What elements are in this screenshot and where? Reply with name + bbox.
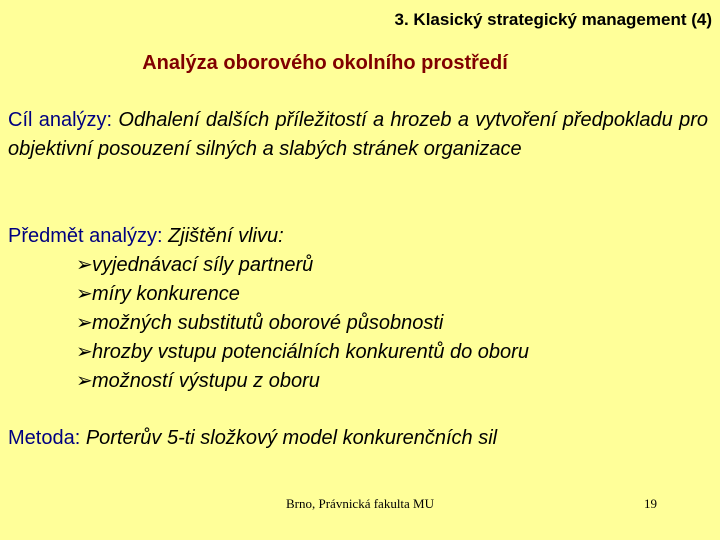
subject-label: Předmět analýzy: — [8, 225, 163, 247]
slide-footer: Brno, Právnická fakulta MU — [285, 496, 435, 511]
method-text: Porterův 5-ti složkový model konkurenčních sil — [85, 427, 498, 449]
arrow-bullet-icon: ➢ — [76, 283, 93, 305]
subject-intro: Zjištění vlivu: — [168, 225, 284, 247]
arrow-bullet-icon: ➢ — [76, 370, 93, 392]
list-item: ➢možných substitutů oborové působnosti — [8, 309, 708, 338]
arrow-bullet-icon: ➢ — [76, 254, 93, 276]
goal-text: Odhalení dalších příležitostí a hrozeb a vytvoření předpokladu pro objektivní posouzení silných a slabých stránek organizace — [8, 109, 708, 160]
subject-list — [8, 251, 708, 396]
subject-paragraph — [8, 222, 708, 396]
slide-subtitle: Analýza oborového okolního prostředí — [142, 52, 508, 74]
arrow-bullet-icon: ➢ — [76, 341, 93, 363]
method-paragraph — [8, 424, 708, 453]
list-item: ➢hrozby vstupu potenciálních konkurentů do oboru — [8, 338, 708, 367]
list-item: ➢možností výstupu z oboru — [8, 367, 708, 396]
list-item: ➢míry konkurence — [8, 280, 708, 309]
slide-header-title: 3. Klasický strategický management (4) — [394, 10, 712, 29]
arrow-bullet-icon: ➢ — [76, 312, 93, 334]
goal-paragraph — [8, 106, 708, 164]
goal-label: Cíl analýzy: — [8, 109, 113, 131]
method-label: Metoda: — [8, 427, 81, 449]
list-item: ➢vyjednávací síly partnerů — [8, 251, 708, 280]
page-number: 19 — [644, 496, 657, 511]
